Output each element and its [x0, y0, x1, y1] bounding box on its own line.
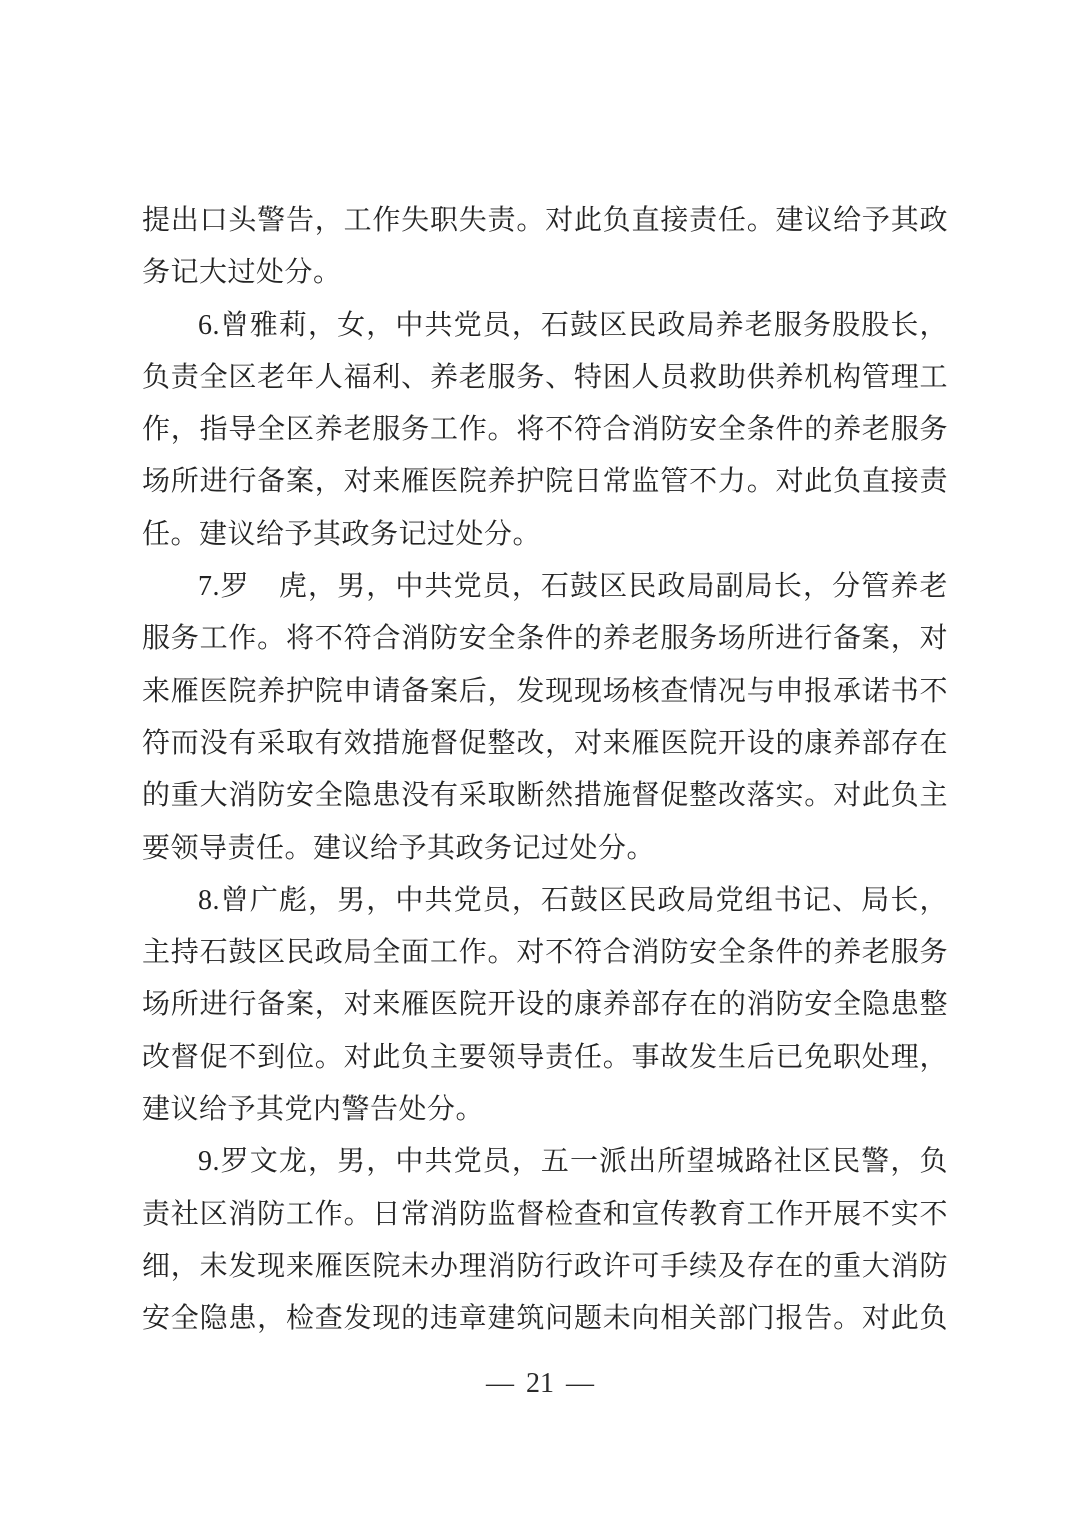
- text-line: 符而没有采取有效措施督促整改，对来雁医院开设的康养部存在: [142, 727, 948, 759]
- text-line: 务记大过处分。: [142, 257, 342, 289]
- text-line: 细，未发现来雁医院未办理消防行政许可手续及存在的重大消防: [142, 1250, 948, 1282]
- text-line: 任。建议给予其政务记过处分。: [142, 518, 542, 550]
- text-line: 7.罗 虎，男，中共党员，石鼓区民政局副局长，分管养老: [198, 571, 948, 603]
- footer-dash-right: —: [566, 1368, 594, 1399]
- text-line: 主持石鼓区民政局全面工作。对不符合消防安全条件的养老服务: [142, 937, 948, 969]
- text-line: 场所进行备案，对来雁医院开设的康养部存在的消防安全隐患整: [142, 989, 948, 1021]
- footer-dash-left: —: [486, 1368, 514, 1399]
- text-line: 改督促不到位。对此负主要领导责任。事故发生后已免职处理，: [142, 1041, 948, 1073]
- paragraph: [142, 875, 948, 1136]
- text-line: 来雁医院养护院申请备案后，发现现场核查情况与申报承诺书不: [142, 675, 948, 707]
- paragraph: [142, 300, 948, 561]
- text-line: 要领导责任。建议给予其政务记过处分。: [142, 832, 656, 864]
- text-line: 作，指导全区养老服务工作。将不符合消防安全条件的养老服务: [142, 414, 948, 446]
- text-line: 8.曾广彪，男，中共党员，石鼓区民政局党组书记、局长，: [198, 884, 948, 916]
- text-line: 责社区消防工作。日常消防监督检查和宣传教育工作开展不实不: [142, 1198, 948, 1230]
- text-line: 9.罗文龙，男，中共党员，五一派出所望城路社区民警，负: [198, 1146, 948, 1178]
- text-line: 提出口头警告，工作失职失责。对此负直接责任。建议给予其政: [142, 205, 948, 236]
- page-number: 21: [526, 1368, 554, 1399]
- text-line: 服务工作。将不符合消防安全条件的养老服务场所进行备案，对: [142, 623, 948, 655]
- page-footer: [0, 1362, 1080, 1406]
- document-body: [142, 195, 948, 1346]
- text-line: 6.曾雅莉，女，中共党员，石鼓区民政局养老服务股股长，: [198, 309, 948, 341]
- paragraph: [142, 561, 948, 875]
- text-line: 的重大消防安全隐患没有采取断然措施督促整改落实。对此负主: [142, 780, 948, 812]
- text-line: 场所进行备案，对来雁医院养护院日常监管不力。对此负直接责: [142, 466, 948, 498]
- text-line: 安全隐患，检查发现的违章建筑问题未向相关部门报告。对此负: [142, 1303, 948, 1335]
- paragraph: [142, 195, 948, 300]
- text-line: 建议给予其党内警告处分。: [142, 1094, 485, 1126]
- text-line: 负责全区老年人福利、养老服务、特困人员救助供养机构管理工: [142, 361, 948, 393]
- paragraph: [142, 1136, 948, 1345]
